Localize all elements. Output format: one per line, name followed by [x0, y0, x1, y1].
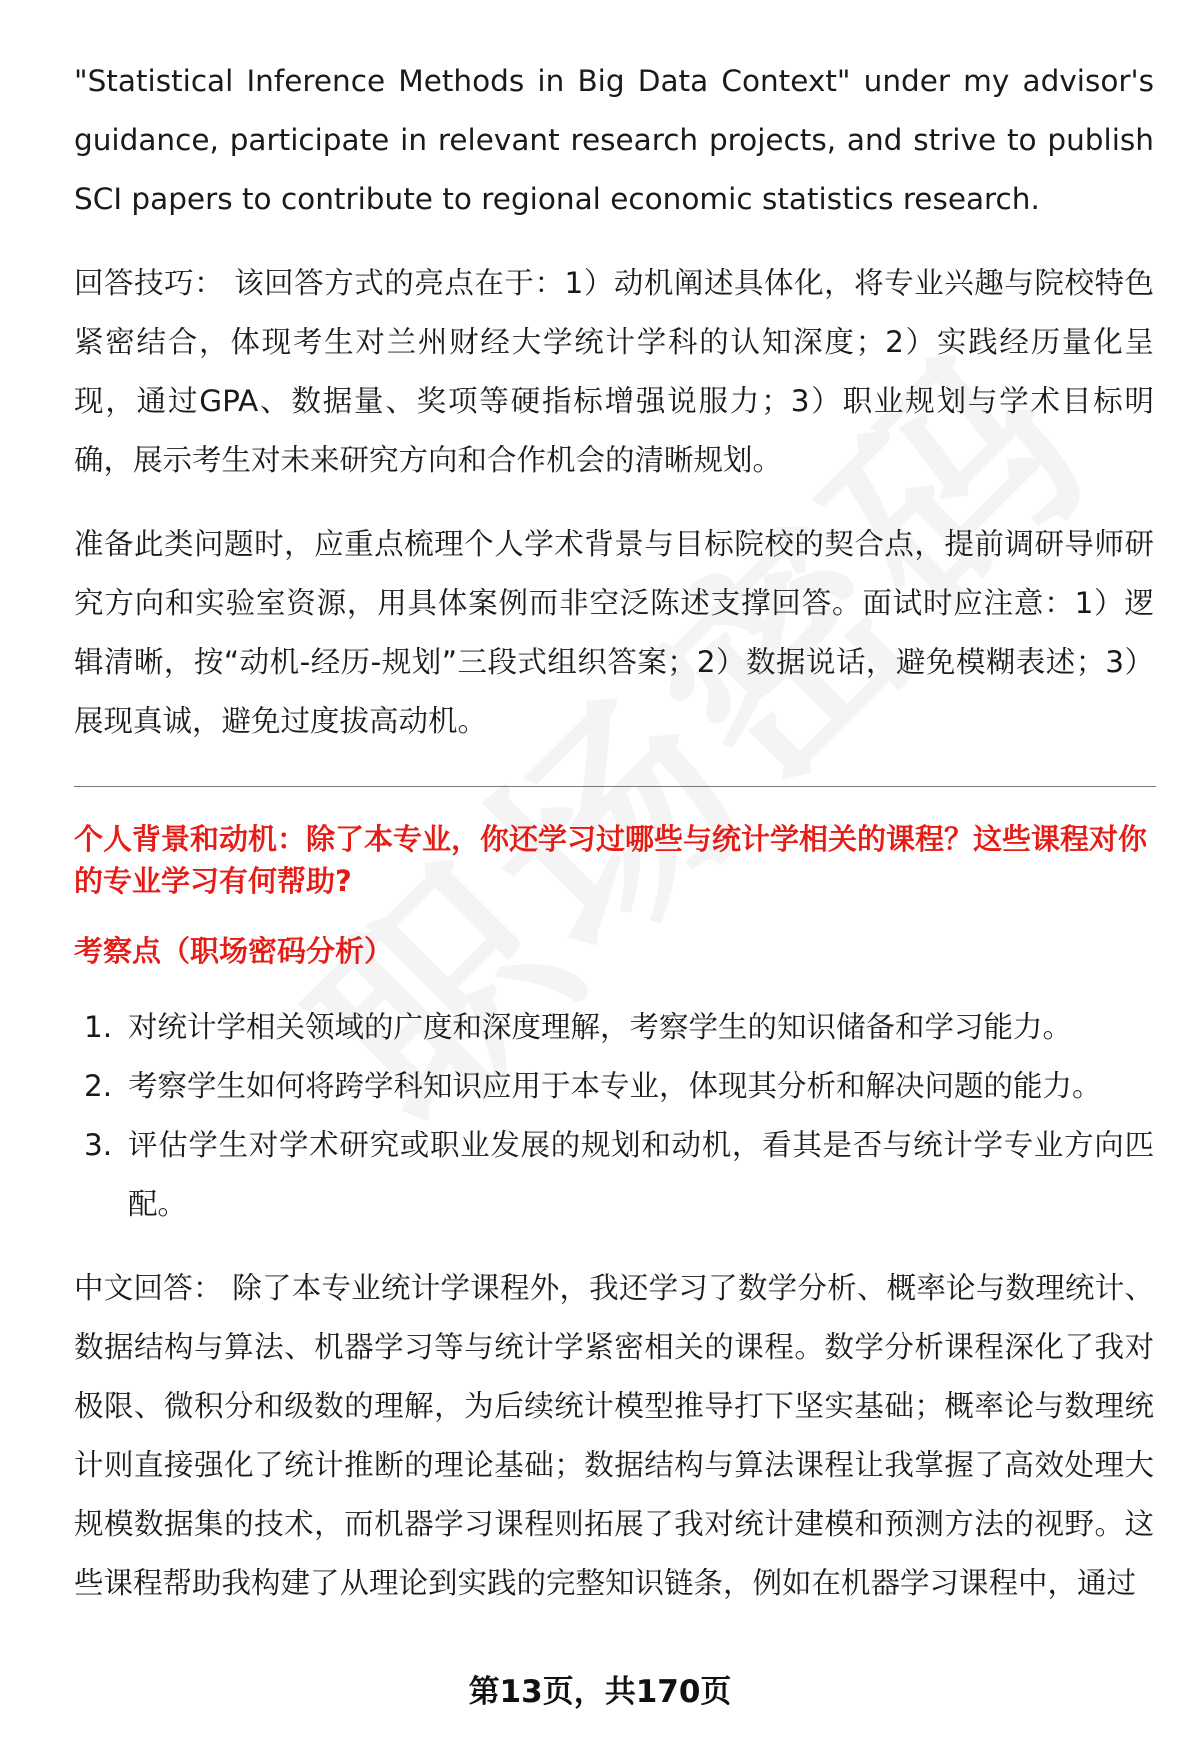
paragraph-preparation-advice: 准备此类问题时，应重点梳理个人学术背景与目标院校的契合点，提前调研导师研究方向和实验室资源，用具体案例而非空泛陈述支撑回答。面试时应注意：1）逻辑清晰，按“动机-经历-规划”三段式组织答案；2）数据说话，避免模糊表述；3）展现真诚，避免过度拔高动机。	[74, 527, 1154, 738]
list-item-text: 对统计学相关领域的广度和深度理解，考察学生的知识储备和学习能力。	[128, 1010, 1073, 1044]
page-content	[74, 52, 1154, 1613]
list-item	[74, 1116, 1154, 1234]
page-number-footer: 第13页，共170页	[468, 1674, 732, 1710]
list-item-number: 2.	[84, 1069, 113, 1103]
question-title: 个人背景和动机：除了本专业，你还学习过哪些与统计学相关的课程？这些课程对你的专业学习有何帮助?	[74, 822, 1148, 898]
list-item	[74, 998, 1154, 1057]
paragraph-english-continuation: "Statistical Inference Methods in Big Data Context" under my advisor's guidance, participate in relevant research projects, and strive to publish SCI papers to contribute to regional economic statistics research.	[74, 64, 1154, 216]
analysis-subtitle: 考察点（职场密码分析）	[74, 934, 394, 968]
analysis-points-list	[74, 998, 1154, 1234]
paragraph-chinese-answer: 中文回答： 除了本专业统计学课程外，我还学习了数学分析、概率论与数理统计、数据结构与算法、机器学习等与统计学紧密相关的课程。数学分析课程深化了我对极限、微积分和级数的理解，为后续统计模型推导打下坚实基础；概率论与数理统计则直接强化了统计推断的理论基础；数据结构与算法课程让我掌握了高效处理大规模数据集的技术，而机器学习课程则拓展了我对统计建模和预测方法的视野。这些课程帮助我构建了从理论到实践的完整知识链条，例如在机器学习课程中，通过	[74, 1271, 1154, 1600]
list-item-text: 评估学生对学术研究或职业发展的规划和动机，看其是否与统计学专业方向匹配。	[128, 1128, 1154, 1221]
section-divider	[74, 786, 1156, 787]
list-item-number: 3.	[84, 1128, 113, 1162]
paragraph-answer-tips: 回答技巧： 该回答方式的亮点在于：1）动机阐述具体化，将专业兴趣与院校特色紧密结合，体现考生对兰州财经大学统计学科的认知深度；2）实践经历量化呈现，通过GPA、数据量、奖项等硬指标增强说服力；3）职业规划与学术目标明确，展示考生对未来研究方向和合作机会的清晰规划。	[74, 266, 1154, 477]
list-item-text: 考察学生如何将跨学科知识应用于本专业，体现其分析和解决问题的能力。	[128, 1069, 1102, 1103]
list-item-number: 1.	[84, 1010, 113, 1044]
list-item	[74, 1057, 1154, 1116]
